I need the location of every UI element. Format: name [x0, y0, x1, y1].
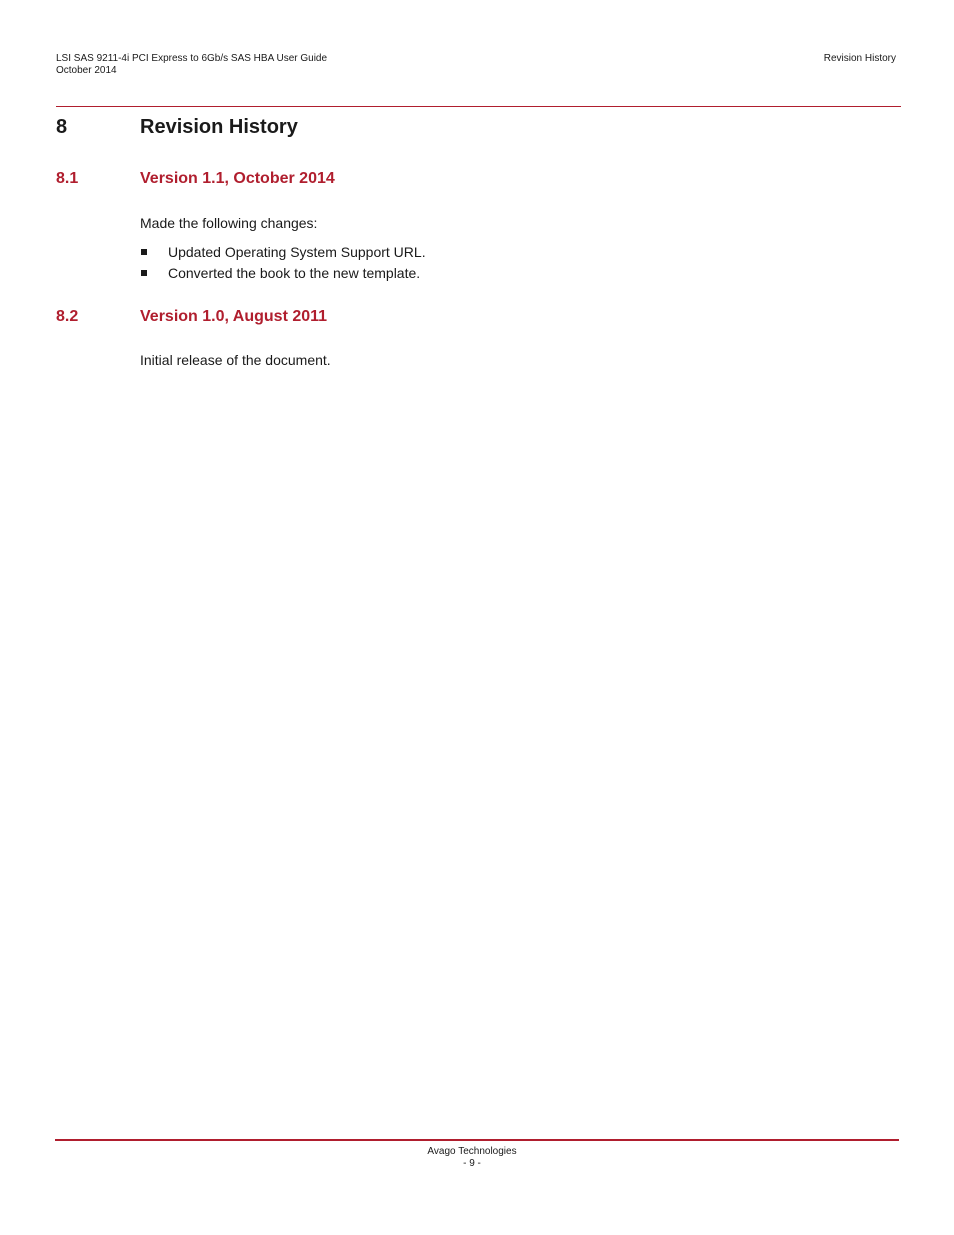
section-heading-8-2: [56, 307, 327, 327]
header-left: [56, 53, 327, 77]
page-footer: [0, 1146, 944, 1170]
section-title: Version 1.1, October 2014: [140, 170, 335, 187]
chapter-heading: [56, 114, 298, 140]
section-number: 8.1: [56, 170, 79, 187]
section-title: Version 1.0, August 2011: [140, 308, 328, 325]
doc-title: LSI SAS 9211-4i PCI Express to 6Gb/s SAS HBA User Guide: [56, 53, 328, 64]
list-item: [140, 264, 426, 285]
header-section-name: Revision History: [823, 53, 896, 64]
chapter-title: Revision History: [140, 116, 298, 138]
doc-date: October 2014: [56, 65, 117, 76]
section-body: Initial release of the document.: [140, 352, 331, 368]
list-item: [140, 243, 426, 264]
footer-company: Avago Technologies: [427, 1146, 517, 1157]
section-heading-8-1: [56, 169, 335, 189]
list-item-text: Converted the book to the new template.: [168, 265, 421, 281]
footer-divider: [55, 1139, 899, 1141]
bullet-square-icon: [141, 249, 147, 255]
bullet-square-icon: [141, 270, 147, 276]
changes-list: [140, 243, 426, 285]
page-number: - 9 -: [463, 1158, 481, 1169]
chapter-number: 8: [56, 116, 68, 138]
header-divider: [56, 106, 901, 107]
section-intro: Made the following changes:: [140, 215, 318, 231]
list-item-text: Updated Operating System Support URL.: [168, 244, 426, 260]
section-number: 8.2: [56, 308, 79, 325]
